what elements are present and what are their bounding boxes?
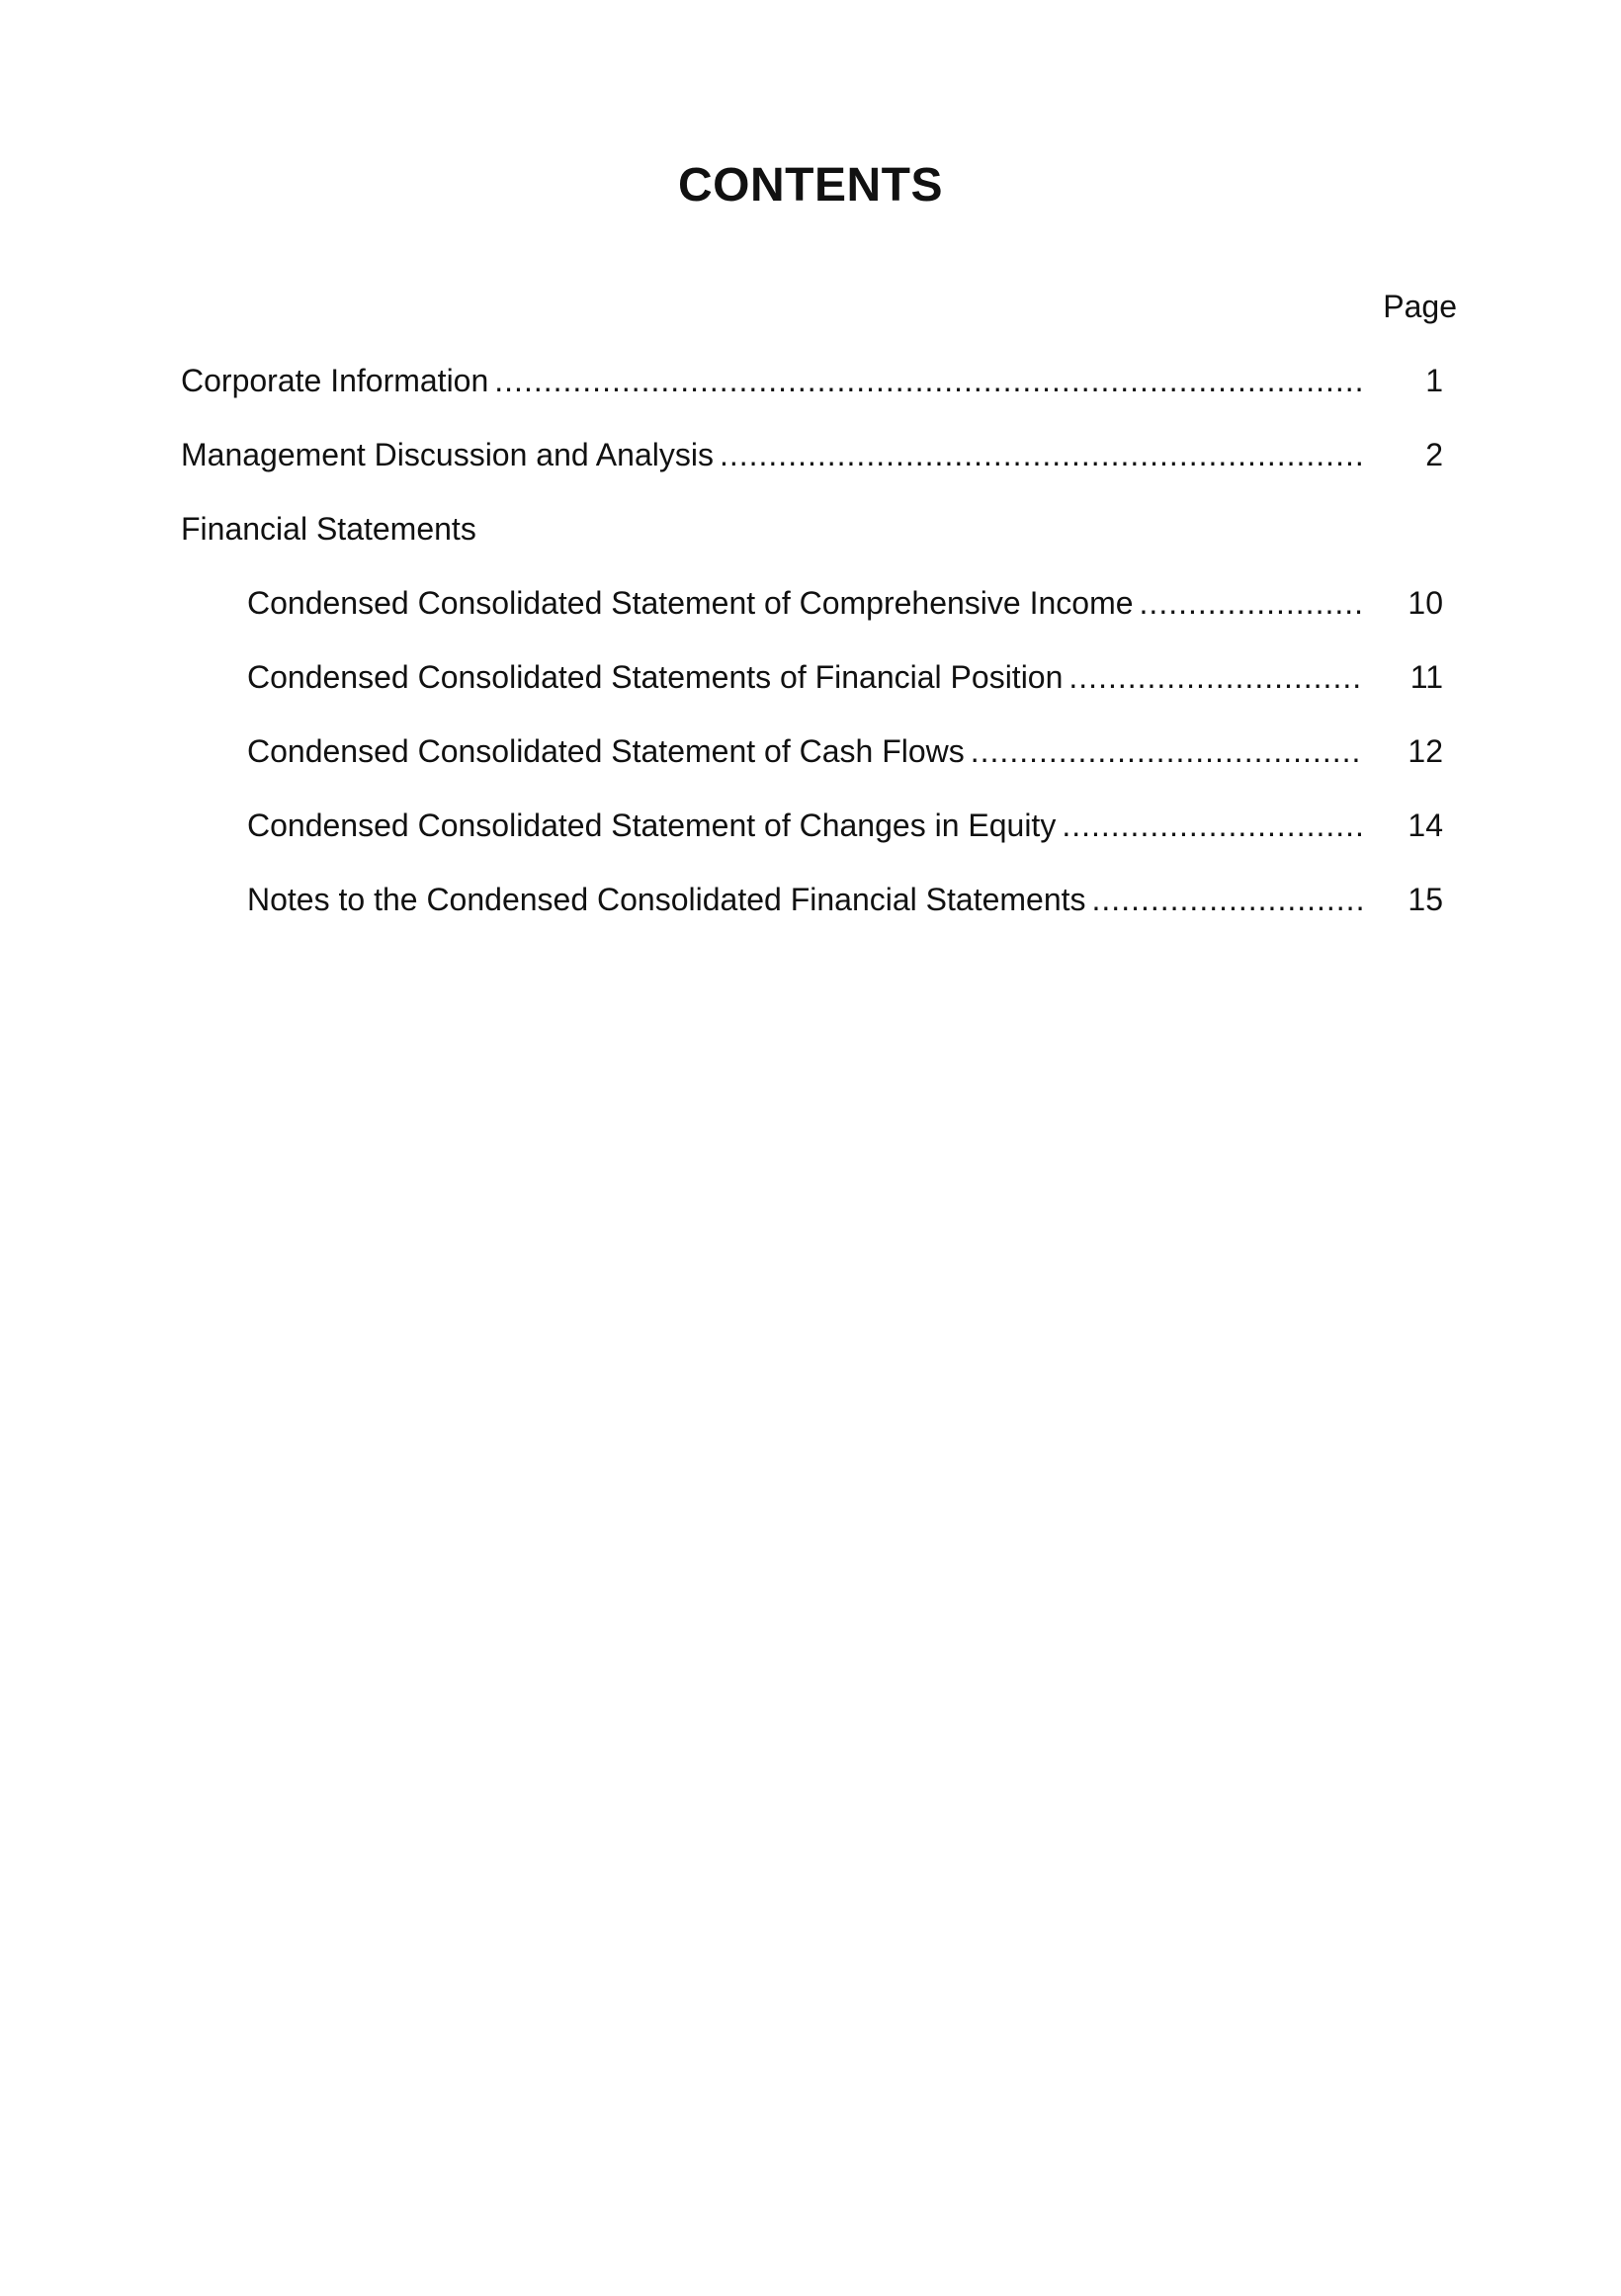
toc-section-label: Financial Statements [181, 511, 476, 547]
toc-entry-page: 1 [1425, 363, 1443, 398]
page-title: CONTENTS [678, 159, 943, 212]
toc-entry-label: Condensed Consolidated Statement of Comprehensive Income [247, 585, 1134, 621]
toc-entry-page: 10 [1408, 585, 1443, 621]
toc-page-number-row [0, 581, 1621, 625]
toc-page-number-row [0, 433, 1621, 476]
toc-page-number-row [0, 878, 1621, 921]
toc-entry-page: 2 [1425, 437, 1443, 472]
toc-entry-page: 15 [1408, 882, 1443, 917]
toc-entry-label: Notes to the Condensed Consolidated Financial Statements [247, 882, 1086, 917]
toc-page-number-row [0, 655, 1621, 699]
toc-page-number-row [0, 804, 1621, 847]
toc-entry-label: Corporate Information [181, 363, 489, 398]
page-column-header: Page [1383, 289, 1457, 324]
toc-entry-page: 14 [1408, 808, 1443, 843]
toc-entry-label: Condensed Consolidated Statements of Financial Position [247, 659, 1064, 695]
toc-page-number-row [0, 359, 1621, 402]
toc-page-number-row [0, 729, 1621, 773]
toc-entry-label: Management Discussion and Analysis [181, 437, 714, 472]
toc-entry-label: Condensed Consolidated Statement of Cash Flows [247, 733, 965, 769]
toc-entry-label: Condensed Consolidated Statement of Changes in Equity [247, 808, 1057, 843]
toc-entry-page: 11 [1409, 659, 1443, 695]
toc-section-financial-statements [181, 507, 1364, 551]
toc-entry-page: 12 [1408, 733, 1443, 769]
